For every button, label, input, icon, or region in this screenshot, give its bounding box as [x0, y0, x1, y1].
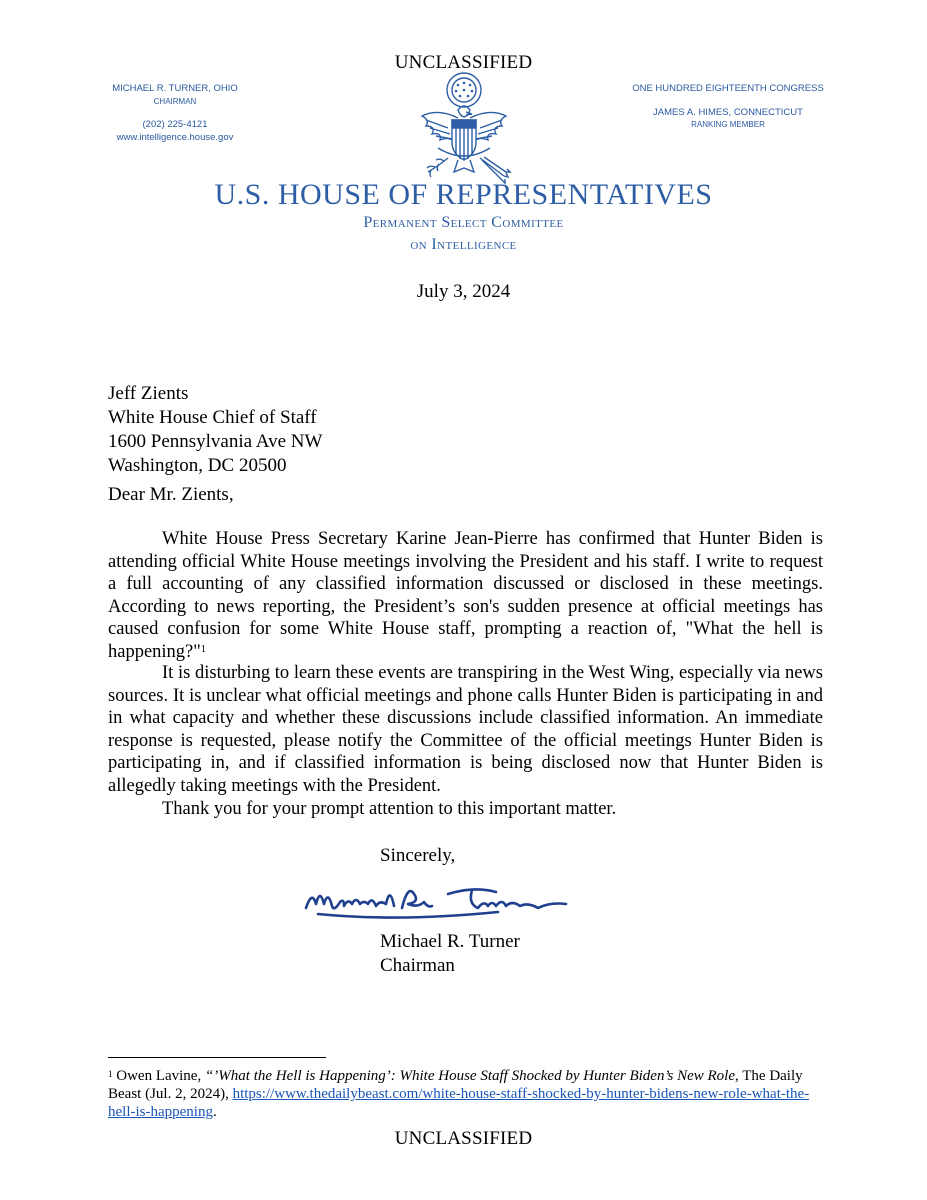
closing: Sincerely,: [380, 845, 456, 866]
footnote-reference[interactable]: 1: [200, 643, 206, 655]
ranking-member-role: RANKING MEMBER: [691, 120, 765, 129]
recipient-city: Washington, DC 20500: [108, 455, 287, 476]
committee-website: www.intelligence.house.gov: [116, 131, 234, 143]
committee-name-line1: Permanent Select Committee: [363, 214, 564, 231]
paragraph-1-text: White House Press Secretary Karine Jean-Pierre has confirmed that Hunter Biden is attending official White House meetings involving the President and his staff. I write to request a full accounting of any classified information discussed or disclosed in these meetings. According to news reporting, the President’s son's sudden presence at official meetings has caused confusion for some White House staff, prompting a reaction of, "What the hell is happening?": [108, 529, 823, 662]
ranking-member-letterhead-block: [628, 83, 828, 132]
recipient-name: Jeff Zients: [108, 383, 189, 404]
body-paragraph-3: Thank you for your prompt attention to this important matter.: [162, 799, 617, 819]
handwritten-signature-icon: [298, 878, 578, 928]
recipient-street: 1600 Pennsylvania Ave NW: [108, 431, 323, 452]
recipient-title: White House Chief of Staff: [108, 407, 317, 428]
body-paragraph-1: [108, 528, 823, 663]
house-title: U.S. HOUSE OF REPRESENTATIVES: [214, 178, 713, 211]
footnote: [108, 1067, 820, 1121]
footnote-marker: 1: [108, 1069, 113, 1079]
footnote-divider: [108, 1057, 326, 1058]
salutation: Dear Mr. Zients,: [108, 484, 234, 505]
recipient-address: [108, 382, 322, 478]
congress-designation: ONE HUNDRED EIGHTEENTH CONGRESS: [632, 83, 824, 94]
chairman-role: CHAIRMAN: [153, 96, 197, 106]
footnote-author: Owen Lavine,: [116, 1068, 205, 1084]
footnote-source-link[interactable]: https://www.thedailybeast.com/white-house-staff-shocked-by-hunter-bidens-new-role-what-the-hell-is-happening: [108, 1086, 810, 1120]
great-seal-eagle-icon: [408, 68, 520, 186]
ranking-member-name: JAMES A. HIMES, CONNECTICUT: [653, 106, 803, 118]
signer-title: Chairman: [380, 955, 455, 976]
footnote-article-title: “’What the Hell is Happening’: White House Staff Shocked by Hunter Biden’s New Role: [204, 1068, 736, 1084]
letter-date: July 3, 2024: [416, 281, 511, 302]
chairman-name: MICHAEL R. TURNER, OHIO: [112, 83, 238, 94]
chairman-letterhead-block: [90, 83, 260, 144]
footnote-publication: , The Daily Beast (Jul. 2, 2024),: [108, 1068, 803, 1102]
top-classification-marking: UNCLASSIFIED: [394, 52, 533, 73]
signer-block: [380, 930, 520, 978]
committee-phone: (202) 225-4121: [142, 119, 208, 130]
signer-name: Michael R. Turner: [380, 931, 520, 952]
footnote-end: .: [212, 1104, 217, 1120]
committee-name-line2: on Intelligence: [410, 236, 517, 253]
bottom-classification-marking: UNCLASSIFIED: [394, 1128, 533, 1149]
body-paragraph-2: It is disturbing to learn these events are transpiring in the West Wing, especially via news sources. It is unclear what official meetings and phone calls Hunter Biden is participating in and in what capacity and whether these discussions include classified information. An immediate response is requested, please notify the Committee of the official meetings Hunter Biden is participating in, and if classified information is being disclosed now that Hunter Biden is allegedly taking meetings with the President.: [108, 663, 823, 796]
